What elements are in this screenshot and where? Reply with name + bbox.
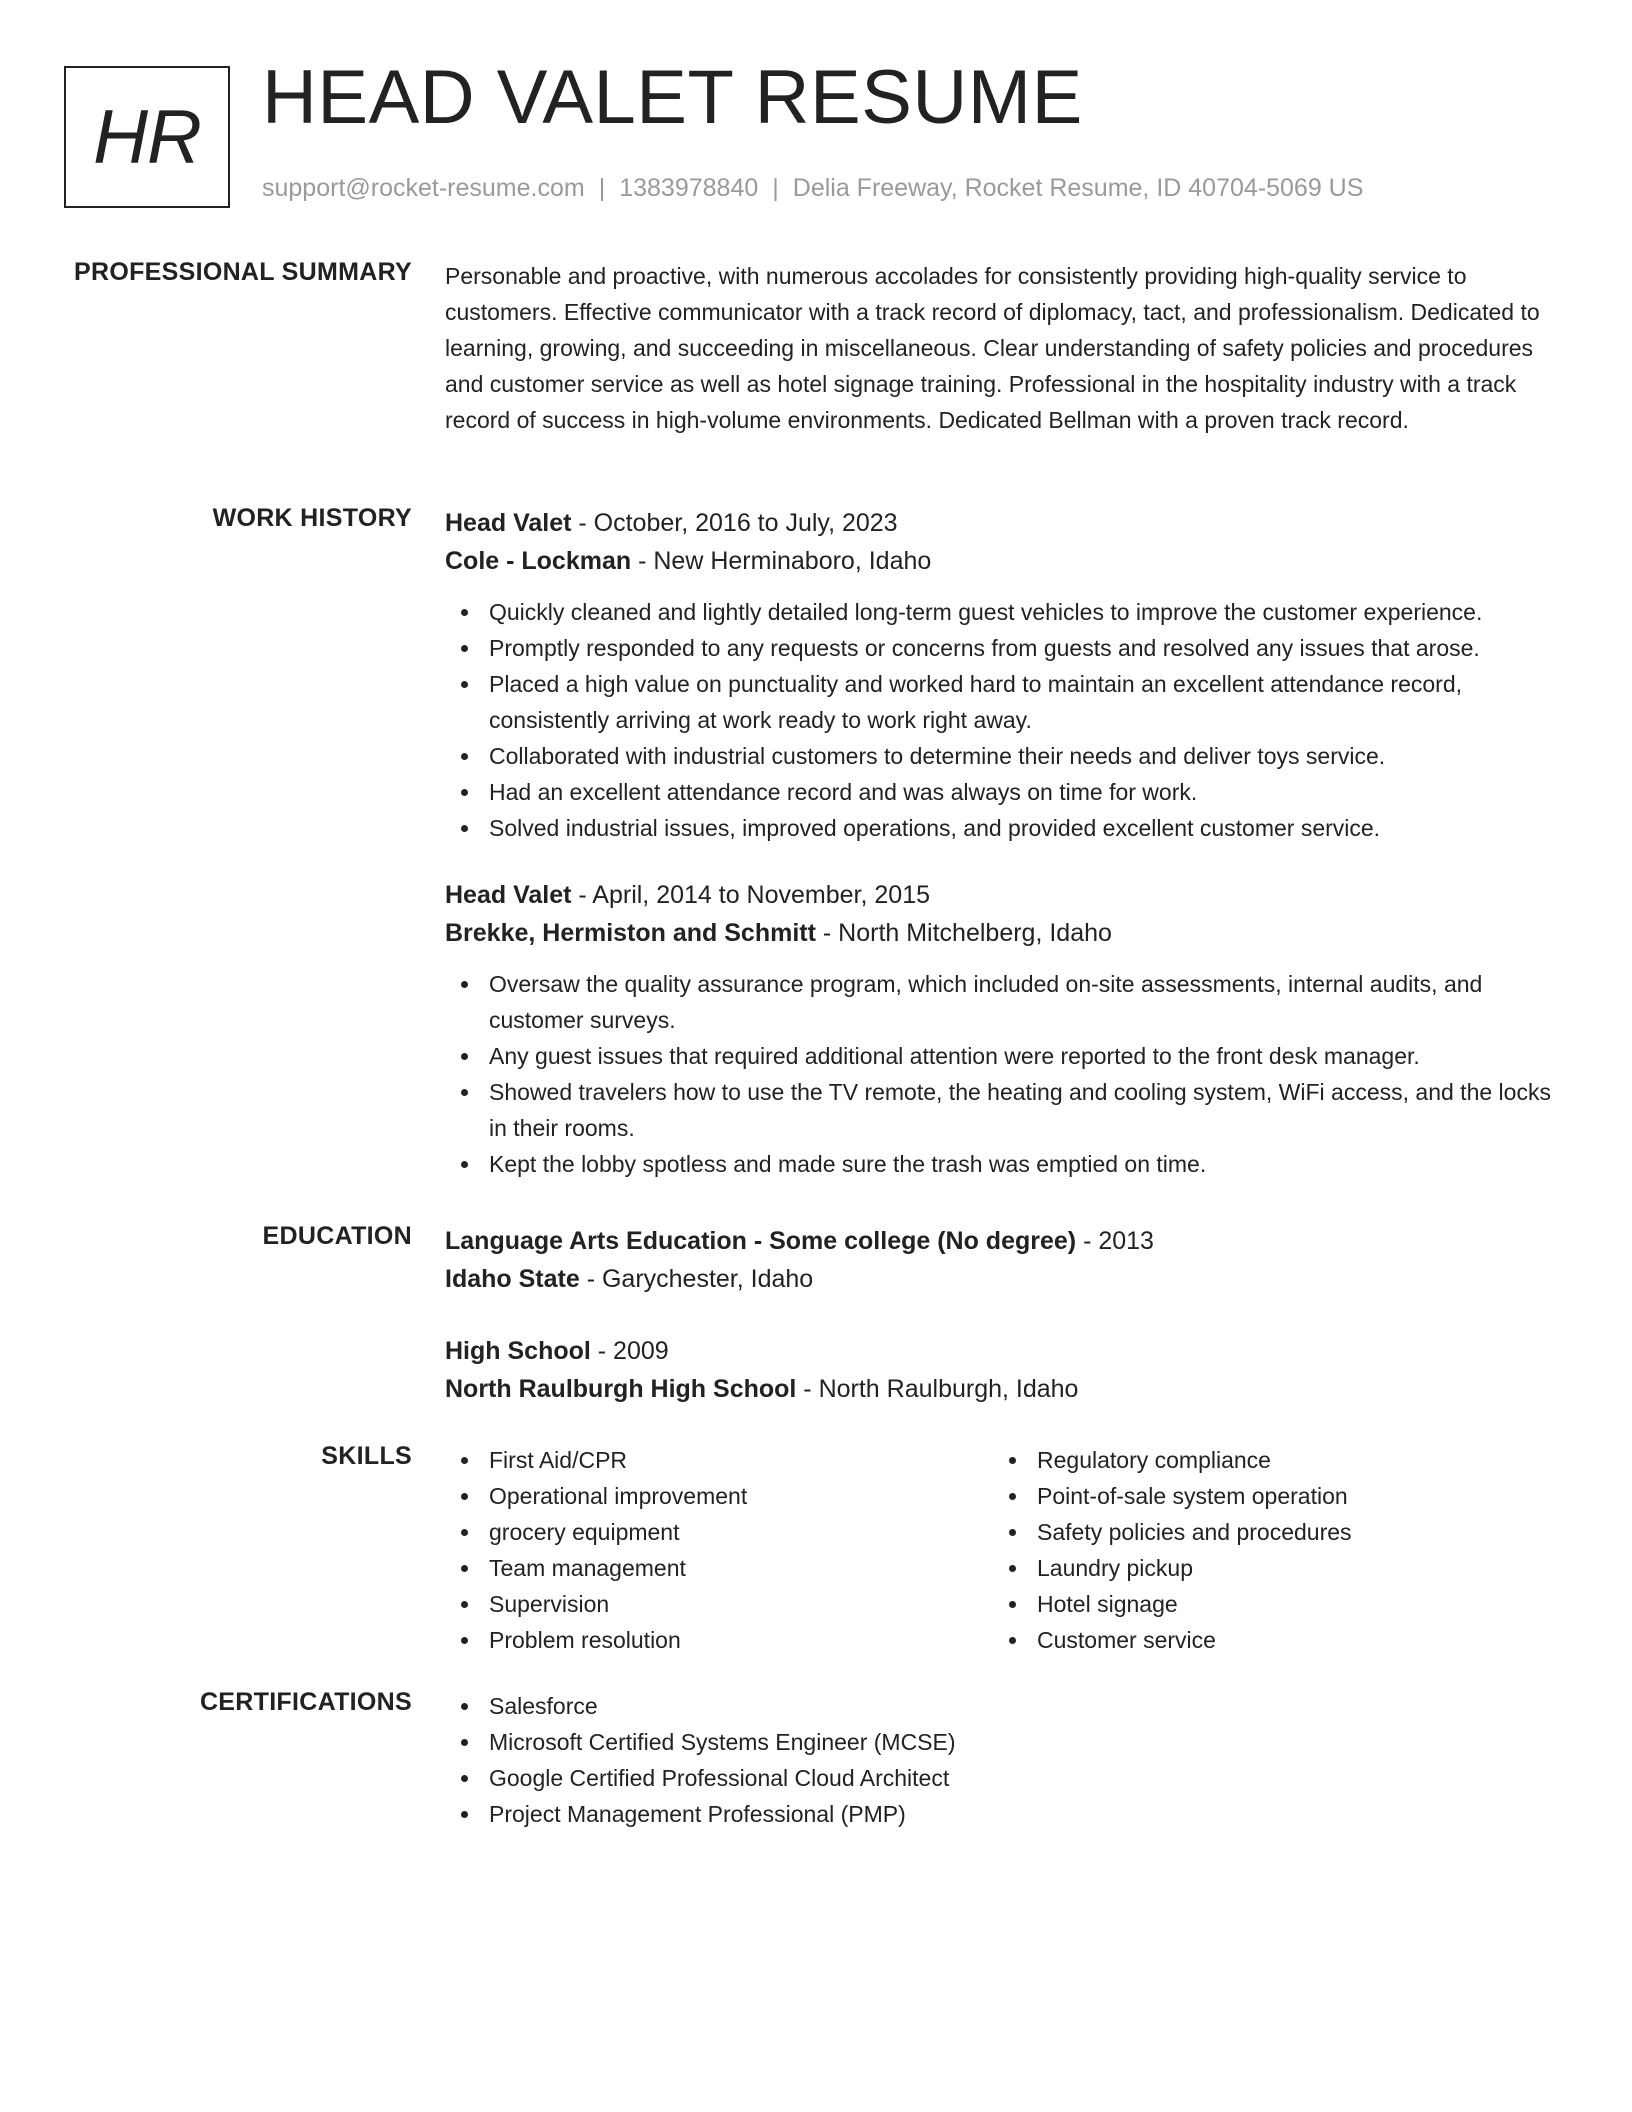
summary-text: Personable and proactive, with numerous accolades for consistently providing high-quality service to customers. Effective communicator with a track record of diplomacy, tact, and professionalism. Dedicated to learning, growing, and succeeding in miscellaneous. Clear understanding of safety policies and procedures and customer service as well as hotel signage training. Professional in the hospitality industry with a track record of success in high-volume environments. Dedicated Bellman with a proven track record. <box>445 263 1540 433</box>
skill-item: Safety policies and procedures <box>993 1514 1541 1550</box>
job-duty: Kept the lobby spotless and made sure the trash was emptied on time. <box>445 1146 1565 1182</box>
contact-email[interactable]: support@rocket-resume.com <box>262 174 585 202</box>
job-dates: - April, 2014 to November, 2015 <box>571 881 930 909</box>
job-duty: Any guest issues that required additional attention were reported to the front desk manager. <box>445 1038 1565 1074</box>
skill-item: Supervision <box>445 1586 993 1622</box>
education-heading: EDUCATION <box>262 1222 412 1250</box>
education-entry <box>445 1332 1565 1408</box>
job-duties-list <box>445 594 1565 846</box>
skill-item: Problem resolution <box>445 1622 993 1658</box>
job-title: Head Valet <box>445 509 572 537</box>
education-school: Idaho State <box>445 1265 580 1293</box>
job-duty: Placed a high value on punctuality and worked hard to maintain an excellent attendance record, consistently arriving at work ready to work right away. <box>445 666 1565 738</box>
education-entry <box>445 1222 1565 1298</box>
education-degree-line <box>445 1332 1565 1370</box>
contact-line <box>262 174 1363 203</box>
education-year: - 2013 <box>1076 1227 1154 1255</box>
skill-item: First Aid/CPR <box>445 1442 993 1478</box>
education-degree: Language Arts Education - Some college (No degree) <box>445 1227 1077 1255</box>
skill-item: Customer service <box>993 1622 1541 1658</box>
job-duty: Solved industrial issues, improved operations, and provided excellent customer service. <box>445 810 1565 846</box>
skills-list-right <box>993 1442 1541 1658</box>
education-location: - Garychester, Idaho <box>579 1265 814 1293</box>
resume-title: HEAD VALET RESUME <box>262 55 1083 140</box>
job-location: - New Herminaboro, Idaho <box>631 547 932 575</box>
contact-address: Delia Freeway, Rocket Resume, ID 40704-5069 US <box>792 174 1364 202</box>
job-company-line <box>445 914 1565 952</box>
job-duty: Collaborated with industrial customers to determine their needs and deliver toys service. <box>445 738 1565 774</box>
job-title-line <box>445 504 1565 542</box>
certification-item: Google Certified Professional Cloud Architect <box>445 1760 1565 1796</box>
education-degree: High School <box>445 1337 591 1365</box>
job-duty: Quickly cleaned and lightly detailed long-term guest vehicles to improve the customer experience. <box>445 594 1565 630</box>
education-degree-line <box>445 1222 1565 1260</box>
certification-item: Project Management Professional (PMP) <box>445 1796 1565 1832</box>
contact-separator: | <box>772 174 779 202</box>
job-title: Head Valet <box>445 881 572 909</box>
job-entry <box>445 876 1565 1182</box>
skill-item: Operational improvement <box>445 1478 993 1514</box>
contact-separator: | <box>598 174 606 202</box>
skill-item: Hotel signage <box>993 1586 1541 1622</box>
skill-item: Laundry pickup <box>993 1550 1541 1586</box>
monogram-box <box>64 66 230 208</box>
job-title-line <box>445 876 1565 914</box>
skill-item: Point-of-sale system operation <box>993 1478 1541 1514</box>
skills-heading: SKILLS <box>321 1442 412 1470</box>
skills-grid <box>445 1442 1565 1658</box>
monogram-initials: HR <box>93 94 201 180</box>
job-duty: Oversaw the quality assurance program, which included on-site assessments, internal audits, and customer surveys. <box>445 966 1565 1038</box>
job-dates: - October, 2016 to July, 2023 <box>571 509 898 537</box>
summary-heading: PROFESSIONAL SUMMARY <box>74 258 412 286</box>
work-history-heading: WORK HISTORY <box>212 504 412 532</box>
skill-item: grocery equipment <box>445 1514 993 1550</box>
education-location: - North Raulburgh, Idaho <box>796 1375 1079 1403</box>
job-duties-list <box>445 966 1565 1182</box>
education-school-line <box>445 1370 1565 1408</box>
certifications-heading: CERTIFICATIONS <box>199 1688 412 1716</box>
job-company: Cole - Lockman <box>445 547 632 575</box>
job-duty: Promptly responded to any requests or concerns from guests and resolved any issues that arose. <box>445 630 1565 666</box>
job-duty: Showed travelers how to use the TV remote, the heating and cooling system, WiFi access, and the locks in their rooms. <box>445 1074 1565 1146</box>
certification-item: Salesforce <box>445 1688 1565 1724</box>
education-school: North Raulburgh High School <box>445 1375 797 1403</box>
skills-list-left <box>445 1442 993 1658</box>
job-entry <box>445 504 1565 846</box>
education-year: - 2009 <box>590 1337 669 1365</box>
skill-item: Team management <box>445 1550 993 1586</box>
job-company-line <box>445 542 1565 580</box>
certifications-list <box>445 1688 1565 1832</box>
certification-item: Microsoft Certified Systems Engineer (MCSE) <box>445 1724 1565 1760</box>
job-company: Brekke, Hermiston and Schmitt <box>445 919 816 947</box>
skill-item: Regulatory compliance <box>993 1442 1541 1478</box>
contact-phone[interactable]: 1383978840 <box>619 174 759 202</box>
job-duty: Had an excellent attendance record and was always on time for work. <box>445 774 1565 810</box>
education-school-line <box>445 1260 1565 1298</box>
job-location: - North Mitchelberg, Idaho <box>815 919 1112 947</box>
